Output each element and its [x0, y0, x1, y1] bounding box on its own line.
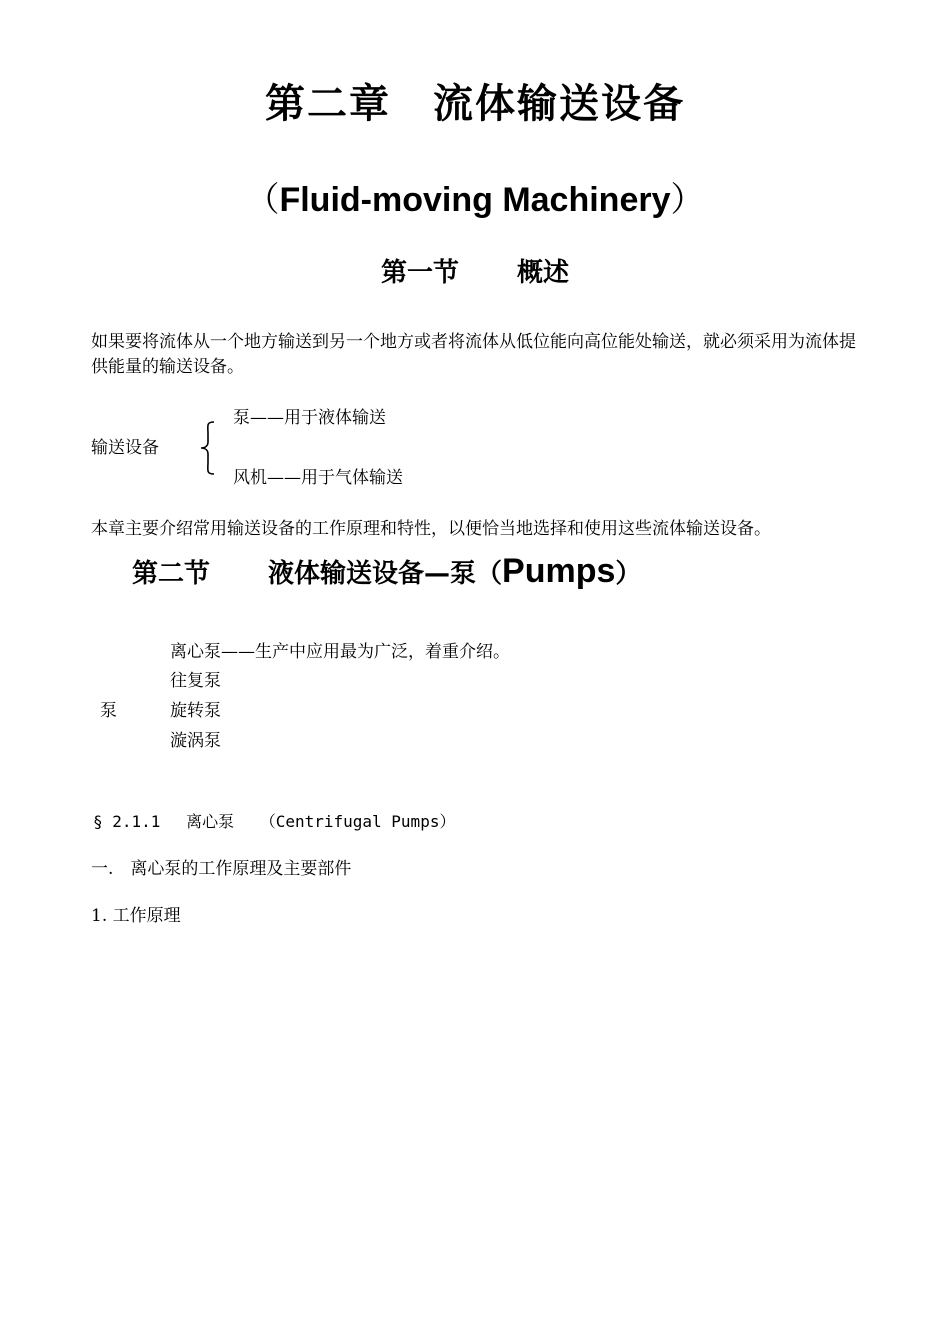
heading-1: 1. 工作原理 — [91, 906, 181, 926]
chapter-title: 第二章 流体输送设备 — [265, 81, 685, 127]
subsection-heading: § 2.1.1 离心泵 （Centrifugal Pumps） — [93, 812, 456, 831]
equipment-item-fan: 风机——用于气体输送 — [233, 468, 403, 488]
pump-item-rotary: 旋转泵 — [170, 701, 221, 721]
pump-item-centrifugal: 离心泵——生产中应用最为广泛，着重介绍。 — [170, 642, 510, 662]
brace-icon — [196, 420, 220, 476]
section-1-number: 第一节 — [380, 258, 459, 288]
pump-label: 泵 — [100, 701, 117, 721]
intro-paragraph: 如果要将流体从一个地方输送到另一个地方或者将流体从低位能向高位能处输送，就必须采用为流体提供能量的输送设备。 — [91, 332, 856, 377]
section-1-title — [0, 252, 950, 289]
chapter-subtitle — [0, 172, 950, 221]
chapter-summary: 本章主要介绍常用输送设备的工作原理和特性，以便恰当地选择和使用这些流体输送设备。 — [91, 519, 771, 539]
section-2-name-en: Pumps — [502, 552, 616, 590]
pump-item-reciprocating: 往复泵 — [170, 671, 221, 691]
subtitle-close-paren: ） — [670, 181, 705, 219]
heading-one: 一. 离心泵的工作原理及主要部件 — [91, 859, 352, 879]
section-2-name: 液体输送设备—泵（ — [268, 559, 503, 589]
equipment-label: 输送设备 — [91, 438, 159, 458]
section-2-close-paren: ） — [615, 559, 642, 589]
equipment-item-pump: 泵——用于液体输送 — [233, 408, 386, 428]
pump-item-vortex: 漩涡泵 — [170, 731, 221, 751]
subtitle-open-paren: （ — [245, 181, 280, 219]
subtitle-text: Fluid-moving Machinery — [279, 181, 671, 219]
section-2-title — [132, 552, 641, 591]
section-1-name: 概述 — [517, 258, 570, 288]
section-2-number: 第二节 — [132, 559, 211, 589]
